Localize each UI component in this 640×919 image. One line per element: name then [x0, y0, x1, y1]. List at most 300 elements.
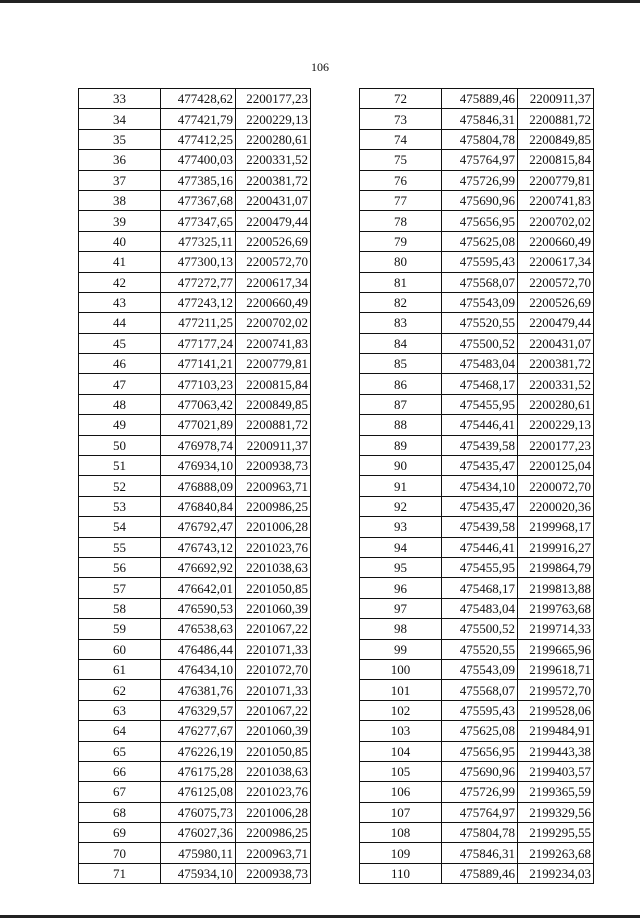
table-row: [360, 292, 594, 312]
point-number-cell: 82: [360, 292, 442, 312]
y-coordinate-cell: 2200702,02: [518, 211, 594, 231]
y-coordinate-cell: 2201060,39: [236, 598, 311, 618]
table-row: [360, 721, 594, 741]
point-number-cell: 48: [79, 394, 161, 414]
x-coordinate-cell: 476175,28: [161, 761, 236, 781]
y-coordinate-cell: 2201050,85: [236, 578, 311, 598]
x-coordinate-cell: 477347,65: [161, 211, 236, 231]
x-coordinate-cell: 476434,10: [161, 659, 236, 679]
y-coordinate-cell: 2199916,27: [518, 537, 594, 557]
point-number-cell: 64: [79, 721, 161, 741]
x-coordinate-cell: 475568,07: [442, 272, 518, 292]
y-coordinate-cell: 2200963,71: [236, 476, 311, 496]
table-row: [360, 659, 594, 679]
point-number-cell: 45: [79, 333, 161, 353]
table-row: [360, 802, 594, 822]
point-number-cell: 40: [79, 231, 161, 251]
x-coordinate-cell: 475568,07: [442, 680, 518, 700]
y-coordinate-cell: 2201071,33: [236, 639, 311, 659]
point-number-cell: 89: [360, 435, 442, 455]
table-row: [79, 476, 311, 496]
x-coordinate-cell: 475434,10: [442, 476, 518, 496]
point-number-cell: 50: [79, 435, 161, 455]
y-coordinate-cell: 2200572,70: [236, 252, 311, 272]
x-coordinate-cell: 475726,99: [442, 170, 518, 190]
point-number-cell: 88: [360, 415, 442, 435]
point-number-cell: 59: [79, 619, 161, 639]
x-coordinate-cell: 475764,97: [442, 150, 518, 170]
y-coordinate-cell: 2199329,56: [518, 802, 594, 822]
scan-edge-bottom: [0, 915, 640, 918]
x-coordinate-cell: 475726,99: [442, 782, 518, 802]
table-row: [360, 863, 594, 883]
y-coordinate-cell: 2199864,79: [518, 557, 594, 577]
y-coordinate-cell: 2200431,07: [236, 190, 311, 210]
x-coordinate-cell: 476840,84: [161, 496, 236, 516]
x-coordinate-cell: 476888,09: [161, 476, 236, 496]
point-number-cell: 51: [79, 456, 161, 476]
point-number-cell: 71: [79, 863, 161, 883]
point-number-cell: 90: [360, 456, 442, 476]
table-row: [79, 415, 311, 435]
table-row: [79, 761, 311, 781]
x-coordinate-cell: 475656,95: [442, 211, 518, 231]
point-number-cell: 42: [79, 272, 161, 292]
table-row: [79, 292, 311, 312]
point-number-cell: 49: [79, 415, 161, 435]
y-coordinate-cell: 2200177,23: [518, 435, 594, 455]
y-coordinate-cell: 2200702,02: [236, 313, 311, 333]
x-coordinate-cell: 475889,46: [442, 89, 518, 109]
point-number-cell: 55: [79, 537, 161, 557]
table-row: [79, 333, 311, 353]
table-row: [360, 435, 594, 455]
point-number-cell: 57: [79, 578, 161, 598]
x-coordinate-cell: 475543,09: [442, 659, 518, 679]
x-coordinate-cell: 475625,08: [442, 231, 518, 251]
y-coordinate-cell: 2199234,03: [518, 863, 594, 883]
point-number-cell: 34: [79, 109, 161, 129]
y-coordinate-cell: 2200741,83: [518, 190, 594, 210]
point-number-cell: 47: [79, 374, 161, 394]
y-coordinate-cell: 2200617,34: [518, 252, 594, 272]
point-number-cell: 36: [79, 150, 161, 170]
y-coordinate-cell: 2199763,68: [518, 598, 594, 618]
y-coordinate-cell: 2201038,63: [236, 761, 311, 781]
point-number-cell: 106: [360, 782, 442, 802]
page-number: 106: [311, 60, 329, 74]
x-coordinate-cell: 477325,11: [161, 231, 236, 251]
table-row: [360, 843, 594, 863]
y-coordinate-cell: 2200526,69: [236, 231, 311, 251]
x-coordinate-cell: 476743,12: [161, 537, 236, 557]
table-row: [360, 190, 594, 210]
x-coordinate-cell: 476692,92: [161, 557, 236, 577]
x-coordinate-cell: 476486,44: [161, 639, 236, 659]
table-row: [79, 456, 311, 476]
table-row: [79, 190, 311, 210]
point-number-cell: 65: [79, 741, 161, 761]
point-number-cell: 93: [360, 517, 442, 537]
table-row: [360, 578, 594, 598]
table-row: [79, 598, 311, 618]
point-number-cell: 66: [79, 761, 161, 781]
point-number-cell: 67: [79, 782, 161, 802]
y-coordinate-cell: 2199263,68: [518, 843, 594, 863]
x-coordinate-cell: 477300,13: [161, 252, 236, 272]
point-number-cell: 37: [79, 170, 161, 190]
point-number-cell: 39: [79, 211, 161, 231]
x-coordinate-cell: 476381,76: [161, 680, 236, 700]
y-coordinate-cell: 2200911,37: [236, 435, 311, 455]
x-coordinate-cell: 477412,25: [161, 129, 236, 149]
y-coordinate-cell: 2201006,28: [236, 802, 311, 822]
table-row: [79, 721, 311, 741]
point-number-cell: 54: [79, 517, 161, 537]
point-number-cell: 70: [79, 843, 161, 863]
point-number-cell: 81: [360, 272, 442, 292]
x-coordinate-cell: 476075,73: [161, 802, 236, 822]
point-number-cell: 44: [79, 313, 161, 333]
point-number-cell: 83: [360, 313, 442, 333]
table-row: [79, 823, 311, 843]
table-row: [360, 252, 594, 272]
x-coordinate-cell: 475804,78: [442, 129, 518, 149]
point-number-cell: 75: [360, 150, 442, 170]
x-coordinate-cell: 475520,55: [442, 313, 518, 333]
point-number-cell: 41: [79, 252, 161, 272]
table-row: [79, 252, 311, 272]
table-row: [79, 557, 311, 577]
y-coordinate-cell: 2200986,25: [236, 496, 311, 516]
point-number-cell: 62: [79, 680, 161, 700]
scan-edge-top: [0, 0, 640, 3]
y-coordinate-cell: 2200331,52: [236, 150, 311, 170]
x-coordinate-cell: 477021,89: [161, 415, 236, 435]
x-coordinate-cell: 476792,47: [161, 517, 236, 537]
table-row: [79, 394, 311, 414]
x-coordinate-cell: 475980,11: [161, 843, 236, 863]
y-coordinate-cell: 2200938,73: [236, 863, 311, 883]
point-number-cell: 69: [79, 823, 161, 843]
table-row: [360, 537, 594, 557]
x-coordinate-cell: 476590,53: [161, 598, 236, 618]
table-row: [360, 354, 594, 374]
table-row: [360, 680, 594, 700]
x-coordinate-cell: 475439,58: [442, 435, 518, 455]
x-coordinate-cell: 475846,31: [442, 843, 518, 863]
y-coordinate-cell: 2200020,36: [518, 496, 594, 516]
y-coordinate-cell: 2200963,71: [236, 843, 311, 863]
y-coordinate-cell: 2200881,72: [236, 415, 311, 435]
y-coordinate-cell: 2201072,70: [236, 659, 311, 679]
x-coordinate-cell: 476277,67: [161, 721, 236, 741]
point-number-cell: 87: [360, 394, 442, 414]
x-coordinate-cell: 475595,43: [442, 700, 518, 720]
table-row: [79, 741, 311, 761]
x-coordinate-cell: 477211,25: [161, 313, 236, 333]
point-number-cell: 107: [360, 802, 442, 822]
table-row: [360, 782, 594, 802]
y-coordinate-cell: 2201023,76: [236, 537, 311, 557]
table-row: [360, 619, 594, 639]
table-row: [79, 374, 311, 394]
table-row: [79, 89, 311, 109]
x-coordinate-cell: 475455,95: [442, 557, 518, 577]
y-coordinate-cell: 2200660,49: [236, 292, 311, 312]
y-coordinate-cell: 2199403,57: [518, 761, 594, 781]
x-coordinate-cell: 477063,42: [161, 394, 236, 414]
table-row: [360, 557, 594, 577]
x-coordinate-cell: 475595,43: [442, 252, 518, 272]
table-row: [360, 211, 594, 231]
x-coordinate-cell: 477141,21: [161, 354, 236, 374]
point-number-cell: 100: [360, 659, 442, 679]
x-coordinate-cell: 475483,04: [442, 354, 518, 374]
table-row: [79, 782, 311, 802]
y-coordinate-cell: 2201067,22: [236, 700, 311, 720]
y-coordinate-cell: 2200431,07: [518, 333, 594, 353]
y-coordinate-cell: 2201050,85: [236, 741, 311, 761]
point-number-cell: 98: [360, 619, 442, 639]
point-number-cell: 61: [79, 659, 161, 679]
y-coordinate-cell: 2200280,61: [236, 129, 311, 149]
x-coordinate-cell: 475625,08: [442, 721, 518, 741]
x-coordinate-cell: 475690,96: [442, 761, 518, 781]
y-coordinate-cell: 2200072,70: [518, 476, 594, 496]
y-coordinate-cell: 2200938,73: [236, 456, 311, 476]
x-coordinate-cell: 477367,68: [161, 190, 236, 210]
table-row: [360, 313, 594, 333]
point-number-cell: 91: [360, 476, 442, 496]
table-row: [79, 272, 311, 292]
x-coordinate-cell: 477385,16: [161, 170, 236, 190]
y-coordinate-cell: 2199618,71: [518, 659, 594, 679]
point-number-cell: 35: [79, 129, 161, 149]
table-row: [79, 578, 311, 598]
x-coordinate-cell: 475483,04: [442, 598, 518, 618]
y-coordinate-cell: 2199484,91: [518, 721, 594, 741]
x-coordinate-cell: 475804,78: [442, 823, 518, 843]
point-number-cell: 46: [79, 354, 161, 374]
table-row: [79, 170, 311, 190]
point-number-cell: 96: [360, 578, 442, 598]
table-row: [79, 435, 311, 455]
y-coordinate-cell: 2201060,39: [236, 721, 311, 741]
x-coordinate-cell: 475500,52: [442, 333, 518, 353]
point-number-cell: 38: [79, 190, 161, 210]
point-number-cell: 76: [360, 170, 442, 190]
point-number-cell: 86: [360, 374, 442, 394]
y-coordinate-cell: 2199528,06: [518, 700, 594, 720]
x-coordinate-cell: 475934,10: [161, 863, 236, 883]
y-coordinate-cell: 2200849,85: [236, 394, 311, 414]
y-coordinate-cell: 2200572,70: [518, 272, 594, 292]
x-coordinate-cell: 475520,55: [442, 639, 518, 659]
point-number-cell: 60: [79, 639, 161, 659]
y-coordinate-cell: 2199295,55: [518, 823, 594, 843]
y-coordinate-cell: 2201067,22: [236, 619, 311, 639]
table-row: [79, 863, 311, 883]
coordinates-table-right: [359, 88, 594, 884]
point-number-cell: 105: [360, 761, 442, 781]
table-row: [79, 659, 311, 679]
point-number-cell: 94: [360, 537, 442, 557]
table-row: [79, 129, 311, 149]
table-row: [79, 802, 311, 822]
table-row: [79, 150, 311, 170]
y-coordinate-cell: 2200229,13: [518, 415, 594, 435]
point-number-cell: 68: [79, 802, 161, 822]
x-coordinate-cell: 475435,47: [442, 496, 518, 516]
table-row: [79, 354, 311, 374]
x-coordinate-cell: 476642,01: [161, 578, 236, 598]
table-row: [360, 109, 594, 129]
x-coordinate-cell: 476027,36: [161, 823, 236, 843]
table-row: [360, 598, 594, 618]
y-coordinate-cell: 2200986,25: [236, 823, 311, 843]
table-row: [360, 496, 594, 516]
x-coordinate-cell: 476329,57: [161, 700, 236, 720]
table-row: [360, 741, 594, 761]
x-coordinate-cell: 477421,79: [161, 109, 236, 129]
table-row: [79, 700, 311, 720]
y-coordinate-cell: 2200815,84: [518, 150, 594, 170]
table-row: [79, 517, 311, 537]
y-coordinate-cell: 2200479,44: [236, 211, 311, 231]
point-number-cell: 103: [360, 721, 442, 741]
x-coordinate-cell: 477428,62: [161, 89, 236, 109]
table-row: [360, 415, 594, 435]
y-coordinate-cell: 2200849,85: [518, 129, 594, 149]
point-number-cell: 79: [360, 231, 442, 251]
x-coordinate-cell: 476125,08: [161, 782, 236, 802]
y-coordinate-cell: 2199665,96: [518, 639, 594, 659]
y-coordinate-cell: 2200280,61: [518, 394, 594, 414]
point-number-cell: 97: [360, 598, 442, 618]
coordinates-table-left: [78, 88, 311, 884]
table-row: [79, 639, 311, 659]
point-number-cell: 95: [360, 557, 442, 577]
y-coordinate-cell: 2199365,59: [518, 782, 594, 802]
x-coordinate-cell: 475439,58: [442, 517, 518, 537]
point-number-cell: 109: [360, 843, 442, 863]
y-coordinate-cell: 2201023,76: [236, 782, 311, 802]
point-number-cell: 110: [360, 863, 442, 883]
table-row: [79, 843, 311, 863]
table-row: [79, 313, 311, 333]
table-row: [360, 333, 594, 353]
table-row: [360, 374, 594, 394]
table-row: [360, 761, 594, 781]
table-row: [360, 272, 594, 292]
table-row: [360, 394, 594, 414]
point-number-cell: 72: [360, 89, 442, 109]
point-number-cell: 43: [79, 292, 161, 312]
y-coordinate-cell: 2200911,37: [518, 89, 594, 109]
table-row: [360, 89, 594, 109]
y-coordinate-cell: 2200526,69: [518, 292, 594, 312]
point-number-cell: 99: [360, 639, 442, 659]
x-coordinate-cell: 475543,09: [442, 292, 518, 312]
table-row: [360, 129, 594, 149]
x-coordinate-cell: 475468,17: [442, 578, 518, 598]
point-number-cell: 74: [360, 129, 442, 149]
y-coordinate-cell: 2200617,34: [236, 272, 311, 292]
point-number-cell: 85: [360, 354, 442, 374]
table-row: [79, 537, 311, 557]
point-number-cell: 102: [360, 700, 442, 720]
point-number-cell: 33: [79, 89, 161, 109]
table-row: [360, 476, 594, 496]
y-coordinate-cell: 2201006,28: [236, 517, 311, 537]
y-coordinate-cell: 2200177,23: [236, 89, 311, 109]
table-row: [360, 639, 594, 659]
x-coordinate-cell: 475764,97: [442, 802, 518, 822]
y-coordinate-cell: 2200331,52: [518, 374, 594, 394]
point-number-cell: 92: [360, 496, 442, 516]
point-number-cell: 63: [79, 700, 161, 720]
point-number-cell: 108: [360, 823, 442, 843]
y-coordinate-cell: 2200381,72: [518, 354, 594, 374]
table-row: [79, 211, 311, 231]
x-coordinate-cell: 475468,17: [442, 374, 518, 394]
point-number-cell: 84: [360, 333, 442, 353]
x-coordinate-cell: 477400,03: [161, 150, 236, 170]
y-coordinate-cell: 2200779,81: [236, 354, 311, 374]
table-row: [360, 517, 594, 537]
x-coordinate-cell: 475846,31: [442, 109, 518, 129]
point-number-cell: 53: [79, 496, 161, 516]
table-row: [79, 680, 311, 700]
point-number-cell: 80: [360, 252, 442, 272]
point-number-cell: 58: [79, 598, 161, 618]
x-coordinate-cell: 476978,74: [161, 435, 236, 455]
y-coordinate-cell: 2199572,70: [518, 680, 594, 700]
y-coordinate-cell: 2200881,72: [518, 109, 594, 129]
y-coordinate-cell: 2200229,13: [236, 109, 311, 129]
x-coordinate-cell: 475656,95: [442, 741, 518, 761]
x-coordinate-cell: 475435,47: [442, 456, 518, 476]
point-number-cell: 56: [79, 557, 161, 577]
y-coordinate-cell: 2199813,88: [518, 578, 594, 598]
y-coordinate-cell: 2200381,72: [236, 170, 311, 190]
y-coordinate-cell: 2201038,63: [236, 557, 311, 577]
x-coordinate-cell: 477243,12: [161, 292, 236, 312]
table-row: [79, 109, 311, 129]
table-row: [79, 496, 311, 516]
y-coordinate-cell: 2199968,17: [518, 517, 594, 537]
table-row: [360, 231, 594, 251]
point-number-cell: 73: [360, 109, 442, 129]
x-coordinate-cell: 475690,96: [442, 190, 518, 210]
point-number-cell: 52: [79, 476, 161, 496]
table-row: [360, 150, 594, 170]
x-coordinate-cell: 475500,52: [442, 619, 518, 639]
y-coordinate-cell: 2200741,83: [236, 333, 311, 353]
point-number-cell: 78: [360, 211, 442, 231]
y-coordinate-cell: 2200815,84: [236, 374, 311, 394]
table-row: [79, 231, 311, 251]
table-row: [360, 456, 594, 476]
x-coordinate-cell: 475455,95: [442, 394, 518, 414]
table-row: [360, 170, 594, 190]
x-coordinate-cell: 476226,19: [161, 741, 236, 761]
x-coordinate-cell: 476538,63: [161, 619, 236, 639]
x-coordinate-cell: 475446,41: [442, 537, 518, 557]
y-coordinate-cell: 2201071,33: [236, 680, 311, 700]
point-number-cell: 77: [360, 190, 442, 210]
